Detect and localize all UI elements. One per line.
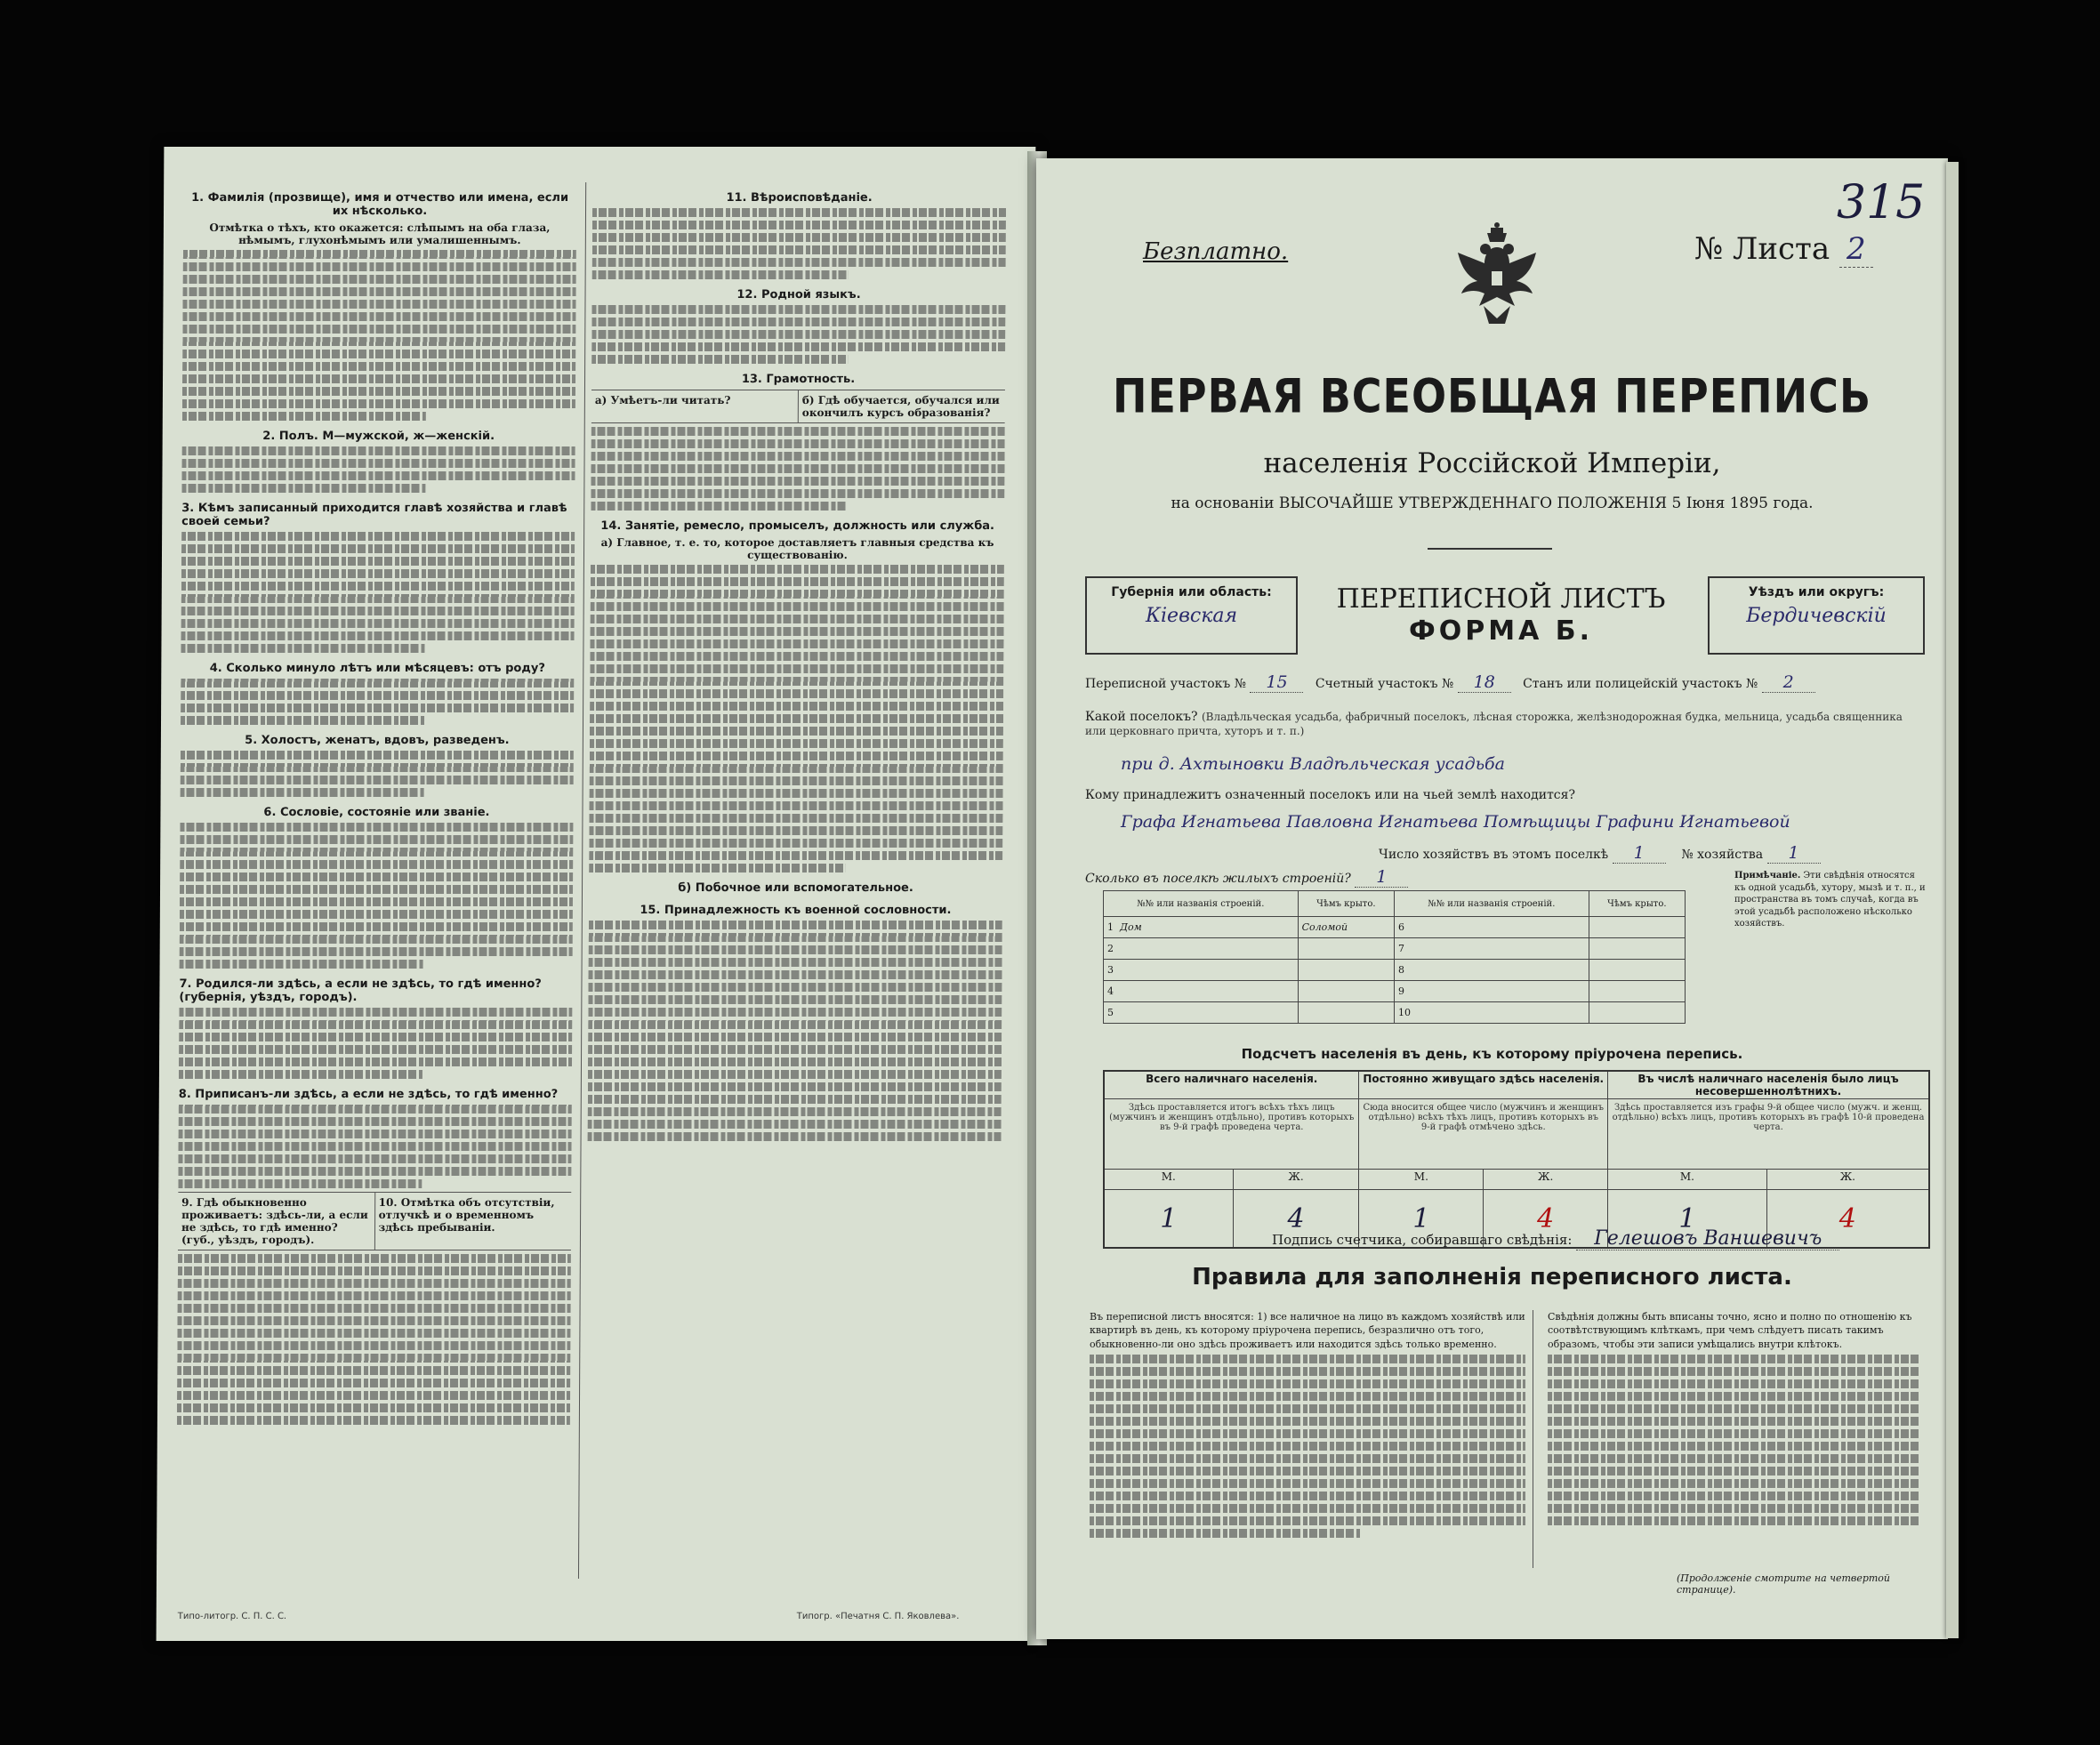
resident-male: 1 xyxy=(1359,1190,1484,1249)
district-label: Уѣздъ или округъ: xyxy=(1748,585,1885,599)
col-building-names-right: №№ или названія строеній. xyxy=(1394,891,1589,917)
district-value: Бердичевскій xyxy=(1746,605,1887,627)
counting-area-value: 18 xyxy=(1458,672,1511,693)
police-area-label: Станъ или полицейскій участокъ № xyxy=(1523,677,1758,691)
census-title: ПЕРВАЯ ВСЕОБЩАЯ ПЕРЕПИСЬ xyxy=(1112,367,1872,424)
settlement-value: при д. Ахтыновки Владѣльческая усадьба xyxy=(1121,754,1505,774)
police-area-value: 2 xyxy=(1762,672,1815,693)
section-15-title: 15. Принадлежность къ военной сословности. xyxy=(640,904,952,917)
page-stack-edge xyxy=(1946,162,1959,1638)
buildings-table xyxy=(1103,890,1686,1024)
handwritten-archive-number: 315 xyxy=(1837,176,1926,229)
buildings-label: Сколько въ поселкѣ жилыхъ строеній? xyxy=(1085,872,1351,886)
count-col-1-desc: Здѣсь проставляется итогъ всѣхъ тѣхъ лицъ (мужчинъ и женщинъ отдѣльно), противъ которыхъ въ 9-й графѣ проведена черта. xyxy=(1104,1099,1359,1170)
col-roof-left: Чѣмъ крыто. xyxy=(1298,891,1394,917)
section-1-subtitle: Отмѣтка о тѣхъ, кто окажется: слѣпымъ на оба глаза, нѣмымъ, глухонѣмымъ или умалишеннымъ. xyxy=(209,221,551,246)
buildings-value: 1 xyxy=(1355,867,1408,888)
printer-credit-right: Типогр. «Печатня С. П. Яковлева». xyxy=(796,1612,960,1621)
count-col-3-desc: Здѣсь проставляется изъ графы 9-й общее число (мужч. и женщ. отдѣльно) всѣхъ лицъ, противъ которыхъ въ графѣ 10-й проведена черта. xyxy=(1608,1099,1929,1170)
household-no-value: 1 xyxy=(1767,843,1821,864)
sections-9-10 xyxy=(178,1192,571,1250)
settlement-note: (Владѣльческая усадьба, фабричный поселокъ, лѣсная сторожка, желѣзнодорожная будка, мельница, усадьба священника или церковнаго причта, хуторъ и т. п.) xyxy=(1085,711,1903,737)
section-14b: б) Побочное или вспомогательное. xyxy=(678,881,913,895)
section-13b: б) Гдѣ обучается, обучался или окончилъ курсъ образованія? xyxy=(798,390,1005,422)
owner-label: Кому принадлежитъ означенный поселокъ или на чьей землѣ находится? xyxy=(1085,788,1575,802)
section-12-title: 12. Родной языкъ. xyxy=(736,288,861,302)
table-row: 2 7 xyxy=(1104,938,1686,960)
section-4-title: 4. Сколько минуло лѣтъ или мѣсяцевъ: отъ роду? xyxy=(209,662,545,675)
table-row: 3 8 xyxy=(1104,960,1686,981)
province-value: Кіевская xyxy=(1145,605,1238,627)
table-row: 1 Дом Соломой 6 xyxy=(1104,917,1686,938)
building-entry: Дом xyxy=(1120,921,1142,934)
sheet-number xyxy=(1694,231,1873,267)
section-14-title: 14. Занятіе, ремесло, промыселъ, должность или служба. xyxy=(600,519,995,533)
instructions-column-1 xyxy=(176,182,586,1579)
enumerator-signature xyxy=(1272,1227,1839,1250)
buildings-note xyxy=(1734,870,1926,930)
note-text: Эти свѣдѣнія относятся къ одной усадьбѣ, хутору, мызѣ и т. п., и пространства въ томъ случаѣ, когда въ этой усадьбѣ расположено нѣсколько хозяйствъ. xyxy=(1734,871,1926,929)
section-14a: а) Главное, т. е. то, которое доставляетъ главныя средства къ существованію. xyxy=(600,536,994,561)
rules-column-2 xyxy=(1548,1310,1921,1568)
count-col-3-head: Въ числѣ наличнаго населенія было лицъ несовершеннолѣтнихъ. xyxy=(1608,1071,1929,1099)
households-value: 1 xyxy=(1613,843,1666,864)
section-8-title: 8. Приписанъ-ли здѣсь, а если не здѣсь, то гдѣ именно? xyxy=(178,1088,559,1101)
section-2-title: 2. Полъ. М—мужской, ж—женскій. xyxy=(262,430,495,443)
owner-value: Графа Игнатьева Павловна Игнатьева Помѣщицы Графини Игнатьевой xyxy=(1121,812,1790,832)
note-label: Примѣчаніе. xyxy=(1734,871,1801,881)
province-box xyxy=(1085,576,1298,655)
table-row: 5 10 xyxy=(1104,1002,1686,1024)
instructions-column-2 xyxy=(585,182,1006,1579)
present-female: 4 xyxy=(1233,1190,1359,1249)
count-col-2-head: Постоянно живущаго здѣсь населенія. xyxy=(1359,1071,1608,1099)
form-title-line-1: ПЕРЕПИСНОЙ ЛИСТЪ xyxy=(1336,583,1666,615)
sheet-number-value: 2 xyxy=(1839,231,1873,268)
count-col-2-desc: Сюда вносится общее число (мужчинъ и женщинъ отдѣльно) всѣхъ тѣхъ лицъ, противъ которыхъ въ 9-й графѣ отмѣчено здѣсь. xyxy=(1359,1099,1608,1170)
present-male: 1 xyxy=(1104,1190,1233,1249)
signature-label: Подпись счетчика, собиравшаго свѣдѣнія: xyxy=(1272,1232,1573,1248)
right-page xyxy=(1036,158,1948,1639)
settlement-label: Какой поселокъ? xyxy=(1085,710,1198,724)
rules-title: Правила для заполненія переписного листа. xyxy=(1192,1264,1792,1291)
settlement-line xyxy=(1085,710,1926,738)
imperial-eagle-icon xyxy=(1444,216,1550,341)
population-count-title: Подсчетъ населенія въ день, къ которому пріурочена перепись. xyxy=(1241,1046,1743,1062)
count-col-1-head: Всего наличнаго населенія. xyxy=(1104,1071,1359,1099)
census-area-label: Переписной участокъ № xyxy=(1085,677,1246,691)
minors-female: 4 xyxy=(1839,1202,1856,1234)
section-7-title: 7. Родился-ли здѣсь, а если не здѣсь, то гдѣ именно? (губернія, уѣздъ, городъ). xyxy=(179,977,542,1004)
table-row: 4 9 xyxy=(1104,981,1686,1002)
roof-entry: Соломой xyxy=(1301,921,1348,934)
district-box xyxy=(1708,576,1925,655)
census-subtitle: населенія Россійской Имперіи, xyxy=(1263,447,1721,479)
form-title xyxy=(1294,583,1708,647)
col-building-names-left: №№ или названія строеній. xyxy=(1104,891,1299,917)
province-label: Губернія или область: xyxy=(1111,585,1272,599)
rules-text-2: Свѣдѣнія должны быть вписаны точно, ясно и полно по отношенію къ соотвѣтствующимъ клѣткамъ, при чемъ слѣдуетъ писать такимъ образомъ, чтобы эти записи умѣщались внутри клѣтокъ. xyxy=(1548,1311,1912,1350)
owner-value-line xyxy=(1085,812,1961,832)
free-of-charge-label: Безплатно. xyxy=(1143,238,1289,265)
census-legal-basis: на основаніи ВЫСОЧАЙШЕ УТВЕРЖДЕННАГО ПОЛОЖЕНІЯ 5 Іюня 1895 года. xyxy=(1171,495,1814,512)
col-roof-right: Чѣмъ крыто. xyxy=(1589,891,1685,917)
continuation-note: (Продолженіе смотрите на четвертой странице). xyxy=(1677,1572,1891,1596)
signature-value: Гелешовъ Ваншевичъ xyxy=(1576,1227,1839,1250)
area-numbers-line xyxy=(1085,672,1926,693)
section-6-title: 6. Сословіе, состояніе или званіе. xyxy=(263,806,490,819)
section-10-title: 10. Отмѣтка объ отсутствіи, отлучкѣ и о временномъ здѣсь пребываніи. xyxy=(374,1193,571,1250)
section-5-title: 5. Холостъ, женатъ, вдовъ, разведенъ. xyxy=(245,734,510,747)
section-1-title: 1. Фамилія (прозвище), имя и отчество или имена, если их нѣсколько. xyxy=(191,191,569,218)
left-page xyxy=(157,147,1036,1641)
settlement-value-line xyxy=(1085,754,1961,774)
sheet-number-label: № Листа xyxy=(1694,231,1830,267)
minors-male: 1 xyxy=(1608,1190,1767,1249)
households-label: Число хозяйствъ въ этомъ поселкѣ xyxy=(1379,848,1609,862)
form-title-line-2: ФОРМА Б. xyxy=(1408,615,1594,647)
section-13-title: 13. Грамотность. xyxy=(741,373,856,386)
section-13a: а) Умѣетъ-ли читать? xyxy=(594,394,731,406)
section-3-title: 3. Кѣмъ записанный приходится главѣ хозяйства и главѣ своей семьи? xyxy=(181,502,567,528)
section-11-title: 11. Вѣроисповѣданіе. xyxy=(726,191,873,205)
owner-line xyxy=(1085,788,1926,802)
title-divider xyxy=(1428,548,1552,550)
section-13-split xyxy=(591,390,1005,423)
household-no-label: № хозяйства xyxy=(1681,848,1764,862)
section-9-title: 9. Гдѣ обыкновенно проживаетъ: здѣсь-ли, а если не здѣсь, то гдѣ именно? (губ., уѣздъ, городъ). xyxy=(181,1196,368,1246)
population-count-table: Всего наличнаго населенія. Постоянно живущаго здѣсь населенія. Въ числѣ наличнаго населенія было лицъ несовершеннолѣтнихъ. Здѣсь проставляется итогъ всѣхъ тѣхъ лицъ (мужчинъ и женщинъ отдѣльно), противъ которыхъ въ 9-й графѣ проведена черта. Сюда вносится общее число (мужчинъ и женщинъ отдѣльно) всѣхъ тѣхъ лицъ, противъ которыхъ въ 9-й графѣ отмѣчено здѣсь. Здѣсь проставляется изъ графы 9-й общее число (мужч. и женщ. отдѣльно) всѣхъ лицъ, противъ которыхъ въ графѣ 10-й проведена черта. М. Ж. М. Ж. М. Ж. 1 4 1 4 1 4 xyxy=(1103,1070,1930,1249)
census-area-value: 15 xyxy=(1250,672,1303,693)
resident-female: 4 xyxy=(1537,1202,1555,1234)
rules-text-1: Въ переписной листъ вносятся: 1) все наличное на лицо въ каждомъ хозяйствѣ или квартирѣ въ день, къ которому пріурочена перепись, безразлично отъ того, обыкновенно-ли оно здѣсь проживаетъ или находится здѣсь только временно. xyxy=(1090,1311,1525,1350)
counting-area-label: Счетный участокъ № xyxy=(1315,677,1454,691)
rules-column-1 xyxy=(1090,1310,1533,1568)
printer-credit-left: Типо-литогр. С. П. С. С. xyxy=(177,1612,287,1621)
